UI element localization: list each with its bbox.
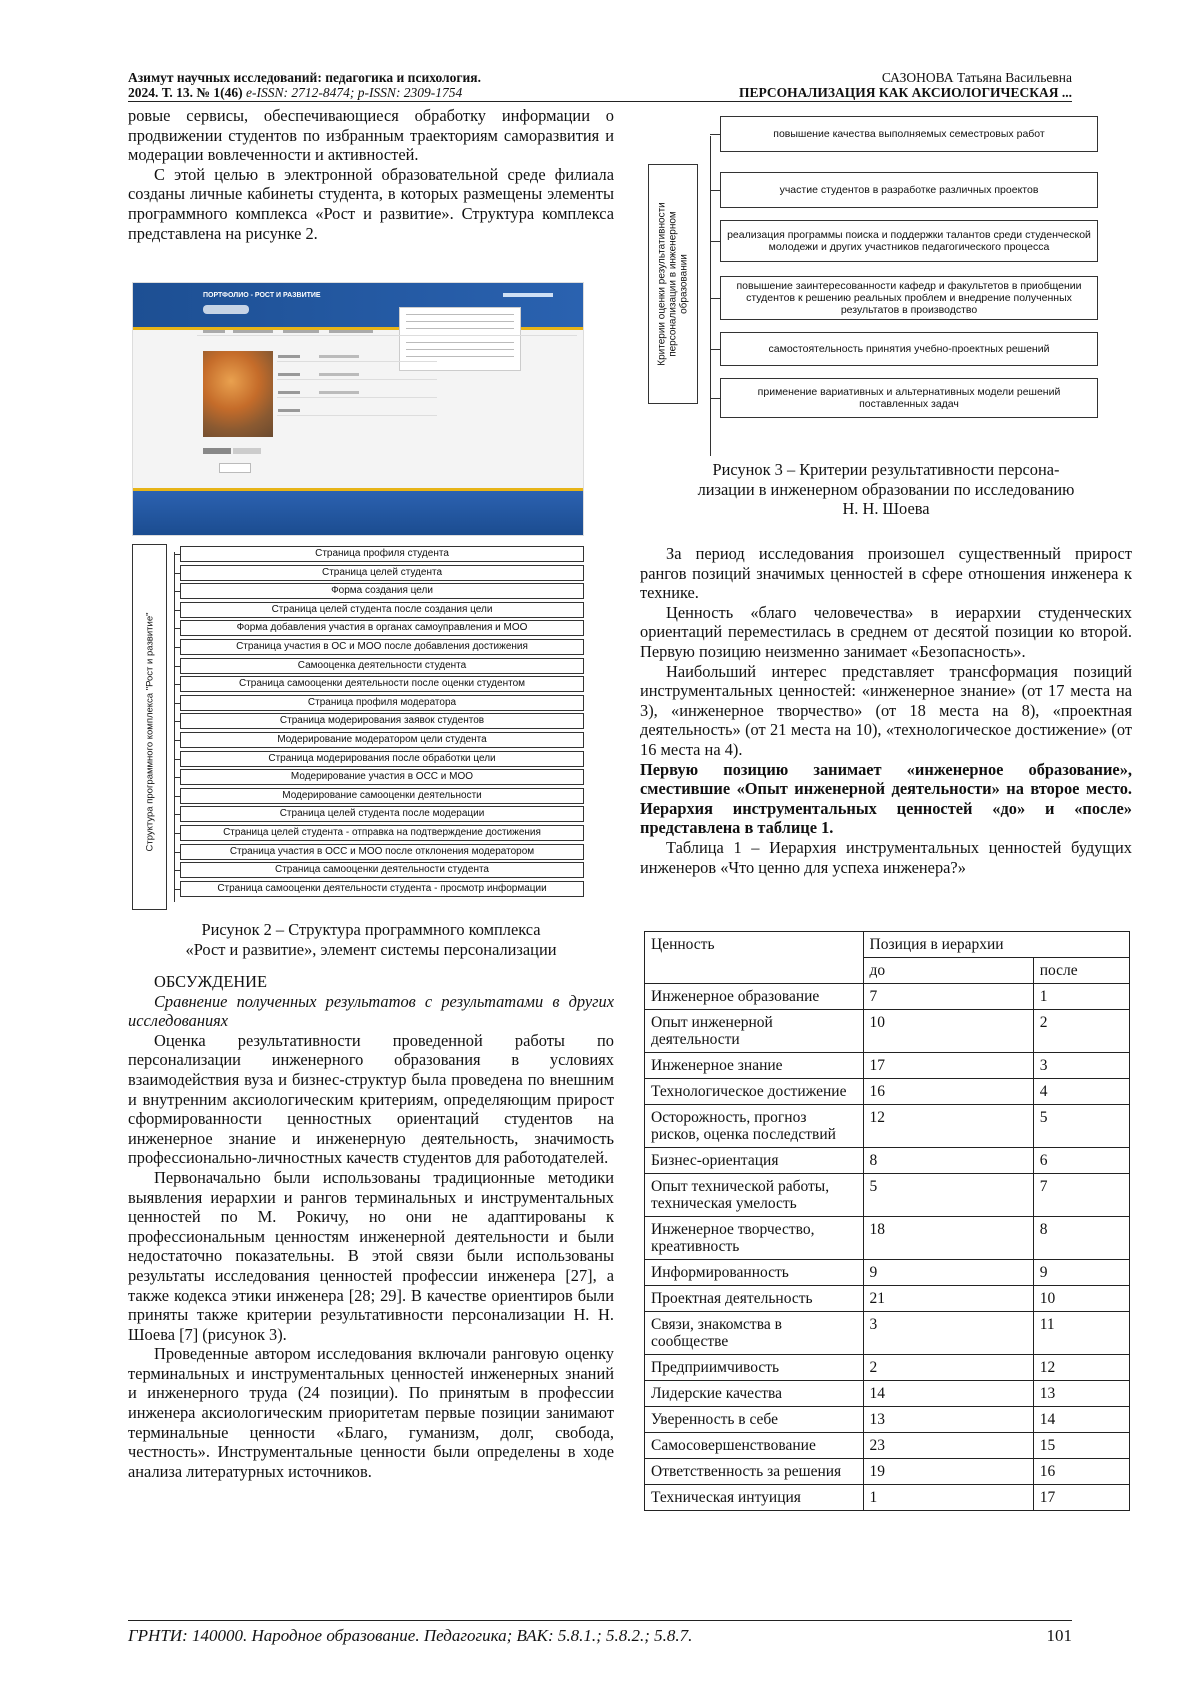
- rank-before-cell: 21: [863, 1286, 1033, 1312]
- value-name-cell: Проектная деятельность: [645, 1286, 864, 1312]
- left-column-top: [128, 106, 614, 243]
- figure-2-item: Страница профиля студента: [180, 546, 584, 562]
- table-header-row: [645, 932, 1130, 958]
- figure-2-item: Модерирование модератором цели студента: [180, 732, 584, 748]
- screenshot-button: [233, 448, 261, 454]
- profile-value: [319, 355, 359, 358]
- profile-label: [278, 391, 300, 394]
- table-row: [645, 1105, 1130, 1148]
- profile-value: [319, 391, 359, 394]
- journal-title: Азимут научных исследований: педагогика и психология.: [128, 70, 481, 85]
- running-header-left: [128, 70, 481, 100]
- figure-2-item: Страница самооценки деятельности студента: [180, 862, 584, 878]
- screenshot-footer-bar: [133, 488, 583, 536]
- figure-2-item: Форма создания цели: [180, 583, 584, 599]
- value-name-cell: Самосовершенствование: [645, 1433, 864, 1459]
- running-header-right: [739, 70, 1072, 100]
- profile-label: [278, 409, 300, 412]
- nav-tab: [329, 330, 373, 333]
- rank-before-cell: 18: [863, 1217, 1033, 1260]
- figure-2-item: Страница участия в ОС и МОО после добавления достижения: [180, 639, 584, 655]
- table-row: [645, 1459, 1130, 1485]
- nav-tab: [283, 330, 319, 333]
- portfolio-screenshot: [132, 282, 584, 536]
- value-name-cell: Информированность: [645, 1260, 864, 1286]
- rank-after-cell: 3: [1033, 1053, 1129, 1079]
- table-row: [645, 984, 1130, 1010]
- figure-2-item: Страница модерирования после обработки цели: [180, 751, 584, 767]
- profile-label: [278, 355, 300, 358]
- footer-rule: [128, 1620, 1072, 1621]
- table-header-cell: после: [1033, 958, 1129, 984]
- caption-line: Рисунок 2 – Структура программного комплекса: [201, 920, 541, 939]
- rank-before-cell: 12: [863, 1105, 1033, 1148]
- header-rule: [128, 101, 1072, 102]
- figure-2-item: Страница модерирования заявок студентов: [180, 713, 584, 729]
- figure-3-spine: [710, 136, 711, 456]
- table-row: [645, 1053, 1130, 1079]
- value-name-cell: Бизнес-ориентация: [645, 1148, 864, 1174]
- table-row: [645, 1174, 1130, 1217]
- table-header-cell: до: [863, 958, 1033, 984]
- figure-3-axis-label: Критерии оценки результативности персонализации в инженерном образовании: [656, 202, 690, 366]
- figure-2-item: Страница самооценки деятельности после оценки студентом: [180, 676, 584, 692]
- rank-after-cell: 1: [1033, 984, 1129, 1010]
- article-short-title: ПЕРСОНАЛИЗАЦИЯ КАК АКСИОЛОГИЧЕСКАЯ ...: [738, 85, 1072, 100]
- user-name-bar: [503, 293, 553, 297]
- value-name-cell: Техническая интуиция: [645, 1485, 864, 1511]
- figure-2-axis-box: [132, 544, 167, 910]
- rank-after-cell: 5: [1033, 1105, 1129, 1148]
- value-name-cell: Предприимчивость: [645, 1355, 864, 1381]
- rank-before-cell: 13: [863, 1407, 1033, 1433]
- figure-2-item: Страница целей студента: [180, 565, 584, 581]
- table-row: [645, 1260, 1130, 1286]
- figure-2-caption: [128, 920, 614, 959]
- rank-before-cell: 9: [863, 1260, 1033, 1286]
- profile-row-divider: [277, 379, 437, 380]
- rank-after-cell: 16: [1033, 1459, 1129, 1485]
- caption-line: «Рост и развитие», элемент системы персонализации: [185, 939, 557, 959]
- profile-row-divider: [277, 415, 437, 416]
- value-name-cell: Лидерские качества: [645, 1381, 864, 1407]
- profile-value: [319, 373, 359, 376]
- paragraph: Наибольший интерес представляет трансформация позиций инструментальных ценностей: «инженерное знание» (от 17 места на 3), «инженерное творчество» (от 18 места на 8), «проектная деятельность» (от 21 места на 10), «технологическое достижение» (от 16 места на 4).: [640, 661, 1132, 759]
- figure-2-item: Самооценка деятельности студента: [180, 658, 584, 674]
- rank-after-cell: 9: [1033, 1260, 1129, 1286]
- rank-before-cell: 2: [863, 1355, 1033, 1381]
- paragraph: ровые сервисы, обеспечивающиеся обработку информации о продвижении студентов по избранным траекториям саморазвития и модерации вовлеченности и активностей.: [128, 106, 614, 165]
- student-photo: [203, 351, 273, 437]
- footer-classification: ГРНТИ: 140000. Народное образование. Педагогика; ВАК: 5.8.1.; 5.8.2.; 5.8.7.: [128, 1626, 693, 1645]
- rank-after-cell: 10: [1033, 1286, 1129, 1312]
- rank-after-cell: 8: [1033, 1217, 1129, 1260]
- figure-3-item: повышение качества выполняемых семестровых работ: [720, 116, 1098, 152]
- table-row: [645, 1407, 1130, 1433]
- rank-before-cell: 17: [863, 1053, 1033, 1079]
- figure-2-item: Модерирование самооценки деятельности: [180, 788, 584, 804]
- rank-after-cell: 17: [1033, 1485, 1129, 1511]
- figure-3-item: применение вариативных и альтернативных модели решений поставленных задач: [720, 378, 1098, 418]
- figure-3-item: реализация программы поиска и поддержки талантов среди студенческой молодежи и других участников педагогического процесса: [720, 220, 1098, 262]
- nav-tab: [203, 330, 225, 333]
- figure-3-item: повышение заинтересованности кафедр и факультетов в приобщении студентов к решению реальных проблем и внедрение полученных результатов в производство: [720, 276, 1098, 320]
- page-number: 101: [1046, 1626, 1072, 1645]
- screenshot-button: [219, 463, 251, 473]
- section-heading: ОБСУЖДЕНИЕ: [154, 972, 268, 991]
- figure-3-item: участие студентов в разработке различных проектов: [720, 172, 1098, 208]
- rank-after-cell: 6: [1033, 1148, 1129, 1174]
- rank-after-cell: 13: [1033, 1381, 1129, 1407]
- table-row: [645, 1433, 1130, 1459]
- table-row: [645, 1355, 1130, 1381]
- profile-row-divider: [277, 397, 437, 398]
- rank-after-cell: 15: [1033, 1433, 1129, 1459]
- right-column-text: [640, 544, 1132, 877]
- paragraph: Первую позицию занимает «инженерное образование», сместившие «Опыт инженерной деятельности» на второе место. Иерархия инструментальных ценностей «до» и «после» представлена в таблице 1.: [640, 759, 1132, 838]
- figure-2-item: Страница участия в ОСС и МОО после отклонения модератором: [180, 844, 584, 860]
- figure-2-item: Модерирование участия в ОСС и МОО: [180, 769, 584, 785]
- figure-2-item: Страница целей студента после модерации: [180, 806, 584, 822]
- rank-before-cell: 10: [863, 1010, 1033, 1053]
- table-row: [645, 1148, 1130, 1174]
- table-row: [645, 1286, 1130, 1312]
- rank-before-cell: 5: [863, 1174, 1033, 1217]
- figure-3-connector: [710, 190, 720, 191]
- figure-2-axis-label: Структура программного комплекса "Рост и развитие": [144, 612, 156, 852]
- rank-before-cell: 14: [863, 1381, 1033, 1407]
- table-row: [645, 1485, 1130, 1511]
- table-row: [645, 1010, 1130, 1053]
- profile-row-divider: [277, 361, 437, 362]
- value-name-cell: Осторожность, прогноз рисков, оценка последствий: [645, 1105, 864, 1148]
- rank-before-cell: 8: [863, 1148, 1033, 1174]
- caption-line: лизации в инженерном образовании по исследованию: [697, 479, 1075, 499]
- figure-3-connector: [710, 349, 720, 350]
- table-row: [645, 1381, 1130, 1407]
- figure-3-connector: [710, 398, 720, 399]
- value-name-cell: Связи, знакомства в сообществе: [645, 1312, 864, 1355]
- caption-line: Рисунок 3 – Критерии результативности персона-: [712, 460, 1060, 479]
- paragraph: Ценность «благо человечества» в иерархии студенческих ориентаций переместилась в среднем от десятой позиции ко второй. Первую позицию неизменно занимает «Безопасность».: [640, 602, 1132, 661]
- rank-before-cell: 23: [863, 1433, 1033, 1459]
- figure-2-item: Форма добавления участия в органах самоуправления и МОО: [180, 620, 584, 636]
- figure-3-item: самостоятельность принятия учебно-проектных решений: [720, 332, 1098, 366]
- paragraph: Первоначально были использованы традиционные методики выявления иерархии и рангов терминальных и инструментальных ценностей по М. Рокичу, но они не адаптированы к профессиональным ценностям инженерной деятельности и были недостаточно показательны. В этой связи были использованы результаты исследования ценностей профессии инженера [27], а также кодекса этики инженера [28; 29]. В качестве ориентиров были приняты также критерии результативности персонализации Н. Н. Шоева [7] (рисунок 3).: [128, 1167, 614, 1344]
- value-name-cell: Уверенность в себе: [645, 1407, 864, 1433]
- figure-2-item: Страница целей студента после создания цели: [180, 602, 584, 618]
- rank-after-cell: 7: [1033, 1174, 1129, 1217]
- paragraph: С этой целью в электронной образовательной среде филиала созданы личные кабинеты студента, в которых размещены элементы программного комплекса «Рост и развитие». Структура комплекса представлена на рисунке 2.: [128, 164, 614, 243]
- caption-line: Н. Н. Шоева: [842, 499, 930, 519]
- table-row: [645, 1312, 1130, 1355]
- table-row: [645, 1217, 1130, 1260]
- rank-after-cell: 4: [1033, 1079, 1129, 1105]
- author-name: Татьяна Васильевна: [956, 70, 1072, 85]
- rank-after-cell: 11: [1033, 1312, 1129, 1355]
- screenshot-button: [203, 448, 231, 454]
- value-name-cell: Инженерное знание: [645, 1053, 864, 1079]
- value-name-cell: Инженерное творчество, креативность: [645, 1217, 864, 1260]
- table-1: [644, 931, 1130, 1511]
- profile-label: [278, 373, 300, 376]
- table-row: [645, 1079, 1130, 1105]
- nav-divider: [197, 335, 577, 336]
- figure-3-connector: [710, 241, 720, 242]
- figure-2-item: Страница самооценки деятельности студента - просмотр информации: [180, 881, 584, 897]
- figure-3-connector: [710, 134, 720, 135]
- screenshot-title: ПОРТФОЛИО - РОСТ И РАЗВИТИЕ: [203, 292, 321, 299]
- rank-before-cell: 1: [863, 1485, 1033, 1511]
- rank-before-cell: 7: [863, 984, 1033, 1010]
- value-name-cell: Опыт инженерной деятельности: [645, 1010, 864, 1053]
- figure-2-spine: [174, 552, 175, 902]
- rank-after-cell: 12: [1033, 1355, 1129, 1381]
- paragraph: Оценка результативности проведенной работы по персонализации инженерного образования в условиях взаимодействия вуза и бизнес-структур была проведена по внешним и внутренним аксиологическим критериям, определяющим прирост сформированности ценностных ориентаций студентов на инженерное знание и инженерную деятельность, значимость профессионально-личностных качеств студентов для работодателей.: [128, 1030, 614, 1168]
- rank-before-cell: 16: [863, 1079, 1033, 1105]
- table-header-cell: Ценность: [645, 932, 864, 984]
- value-name-cell: Ответственность за решения: [645, 1459, 864, 1485]
- figure-3-caption: [640, 460, 1132, 519]
- paragraph: За период исследования произошел существенный прирост рангов позиций значимых ценностей в сфере отношения инженера к технике.: [640, 544, 1132, 603]
- figure-2-item: Страница профиля модератора: [180, 695, 584, 711]
- rank-after-cell: 14: [1033, 1407, 1129, 1433]
- paragraph: Проведенные автором исследования включали ранговую оценку терминальных и инструментальных ценностей инженерных знаний и инженерного труда (24 позиции). По принятым в профессии инженера аксиологическим приоритетам первые позиции занимают терминальные ценности «Благо, гуманизм, долг, свобода, честность». Инструментальные ценности были определены в ходе анализа литературных источников.: [128, 1344, 614, 1481]
- table-caption: Таблица 1 – Иерархия инструментальных ценностей будущих инженеров «Что ценно для успеха инженера?»: [640, 837, 1132, 877]
- journal-issn: e-ISSN: 2712-8474; p-ISSN: 2309-1754: [245, 85, 463, 100]
- value-name-cell: Технологическое достижение: [645, 1079, 864, 1105]
- figure-2-item: Страница целей студента - отправка на подтверждение достижения: [180, 825, 584, 841]
- value-name-cell: Инженерное образование: [645, 984, 864, 1010]
- table-header-cell: Позиция в иерархии: [863, 932, 1129, 958]
- rank-before-cell: 3: [863, 1312, 1033, 1355]
- left-column-bottom: [128, 972, 614, 1481]
- value-name-cell: Опыт технической работы, техническая умелость: [645, 1174, 864, 1217]
- figure-3-criteria: [648, 114, 1108, 454]
- rank-after-cell: 2: [1033, 1010, 1129, 1053]
- journal-volume: 2024. Т. 13. № 1(46): [128, 85, 243, 100]
- university-logo: [203, 305, 249, 314]
- rank-before-cell: 19: [863, 1459, 1033, 1485]
- nav-tab: [233, 330, 273, 333]
- figure-3-connector: [710, 298, 720, 299]
- subsection-heading: Сравнение полученных результатов с результатами в других исследованиях: [128, 991, 614, 1031]
- figure-2-structure: [132, 540, 584, 914]
- author-surname: САЗОНОВА: [881, 70, 954, 85]
